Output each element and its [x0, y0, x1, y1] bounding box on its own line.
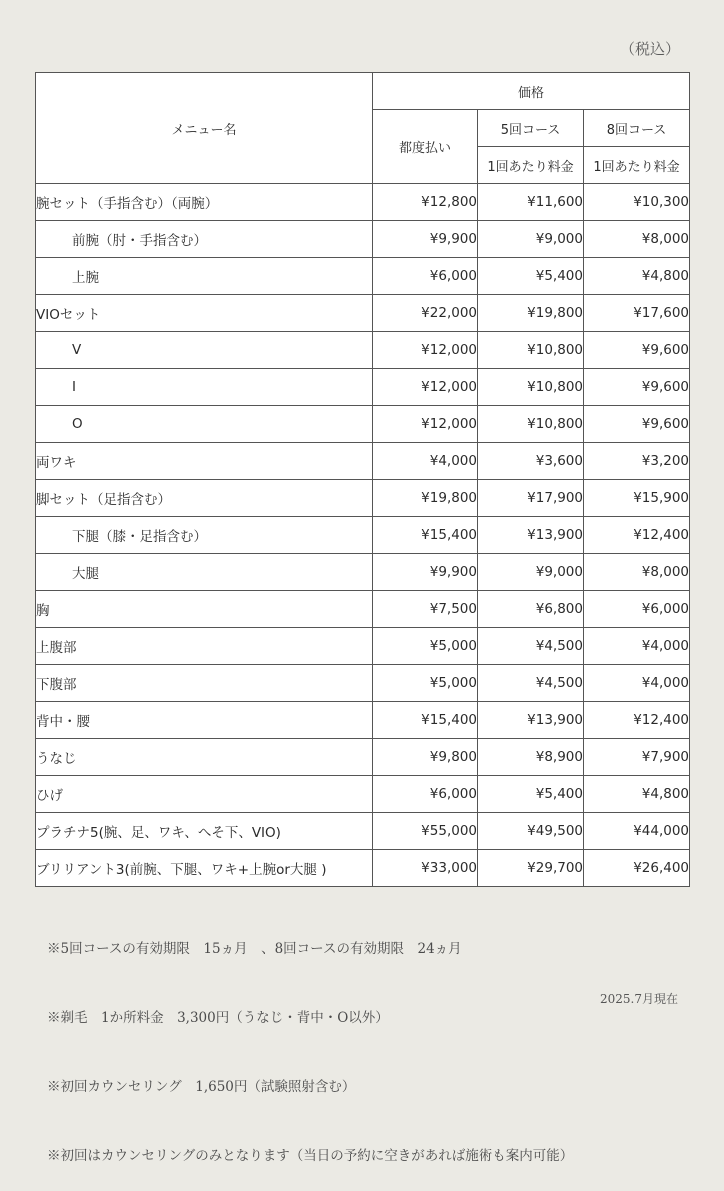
price-course8: ¥9,600 — [584, 332, 690, 369]
menu-item-name: 脚セット（足指含む） — [36, 480, 373, 517]
table-row — [36, 739, 690, 776]
price-each: ¥15,400 — [373, 517, 478, 554]
menu-item-name: 下腹部 — [36, 665, 373, 702]
table-row — [36, 369, 690, 406]
price-course5: ¥10,800 — [478, 369, 584, 406]
price-each: ¥5,000 — [373, 628, 478, 665]
note-line: ※初回カウンセリング 1,650円（試験照射含む） — [47, 1079, 356, 1095]
price-course5: ¥19,800 — [478, 295, 584, 332]
price-each: ¥5,000 — [373, 665, 478, 702]
price-each: ¥15,400 — [373, 702, 478, 739]
menu-item-name: VIOセット — [36, 295, 373, 332]
price-each: ¥33,000 — [373, 850, 478, 887]
table-row — [36, 221, 690, 258]
table-row — [36, 813, 690, 850]
menu-name-header: メニュー名 — [36, 73, 373, 184]
price-each: ¥12,000 — [373, 369, 478, 406]
note-line: ※剃毛 1か所料金 3,300円（うなじ・背中・O以外） — [47, 1010, 389, 1026]
price-course8: ¥26,400 — [584, 850, 690, 887]
table-row — [36, 776, 690, 813]
tax-included-note: （税込） — [619, 40, 680, 58]
table-row — [36, 591, 690, 628]
menu-item-name: 両ワキ — [36, 443, 373, 480]
pay-each-header: 都度払い — [373, 110, 478, 184]
price-course8: ¥4,800 — [584, 258, 690, 295]
menu-item-name: 下腿（膝・足指含む） — [36, 517, 373, 554]
price-course8: ¥8,000 — [584, 221, 690, 258]
price-course5: ¥13,900 — [478, 517, 584, 554]
price-course5: ¥4,500 — [478, 665, 584, 702]
menu-item-name: V — [36, 332, 373, 369]
price-course5: ¥3,600 — [478, 443, 584, 480]
table-row — [36, 443, 690, 480]
menu-item-name: I — [36, 369, 373, 406]
menu-item-name: ブリリアント3(前腕、下腿、ワキ+上腕or大腿 ) — [36, 850, 373, 887]
table-row — [36, 517, 690, 554]
price-each: ¥12,000 — [373, 406, 478, 443]
price-each: ¥19,800 — [373, 480, 478, 517]
price-course5: ¥6,800 — [478, 591, 584, 628]
price-each: ¥9,900 — [373, 554, 478, 591]
menu-item-name: 上腕 — [36, 258, 373, 295]
price-course5: ¥10,800 — [478, 406, 584, 443]
price-course5: ¥9,000 — [478, 554, 584, 591]
table-row — [36, 332, 690, 369]
price-course8: ¥7,900 — [584, 739, 690, 776]
course5-header: 5回コース — [478, 110, 584, 147]
price-each: ¥6,000 — [373, 776, 478, 813]
note-line: ※初回はカウンセリングのみとなります（当日の予約に空きがあれば施術も案内可能） — [47, 1148, 574, 1164]
price-each: ¥9,900 — [373, 221, 478, 258]
price-course8: ¥4,800 — [584, 776, 690, 813]
price-course8: ¥12,400 — [584, 517, 690, 554]
price-course5: ¥11,600 — [478, 184, 584, 221]
price-course5: ¥17,900 — [478, 480, 584, 517]
price-course8: ¥6,000 — [584, 591, 690, 628]
price-course5: ¥9,000 — [478, 221, 584, 258]
price-each: ¥12,000 — [373, 332, 478, 369]
menu-item-name: プラチナ5(腕、足、ワキ、へそ下、VIO) — [36, 813, 373, 850]
price-course5: ¥13,900 — [478, 702, 584, 739]
price-header: 価格 — [373, 73, 690, 110]
notes — [47, 892, 573, 1191]
price-course8: ¥44,000 — [584, 813, 690, 850]
price-each: ¥12,800 — [373, 184, 478, 221]
price-course8: ¥4,000 — [584, 628, 690, 665]
menu-item-name: うなじ — [36, 739, 373, 776]
table-row — [36, 480, 690, 517]
table-row — [36, 554, 690, 591]
price-course8: ¥4,000 — [584, 665, 690, 702]
table-row — [36, 295, 690, 332]
menu-item-name: 上腹部 — [36, 628, 373, 665]
table-row — [36, 665, 690, 702]
note-line: ※5回コースの有効期限 15ヵ月 、8回コースの有効期限 24ヵ月 — [47, 941, 462, 957]
price-course8: ¥8,000 — [584, 554, 690, 591]
course8-header: 8回コース — [584, 110, 690, 147]
price-course5: ¥5,400 — [478, 258, 584, 295]
table-row — [36, 258, 690, 295]
price-course5: ¥29,700 — [478, 850, 584, 887]
as-of-date: 2025.7月現在 — [600, 992, 678, 1006]
table-row — [36, 406, 690, 443]
price-course8: ¥15,900 — [584, 480, 690, 517]
price-course8: ¥12,400 — [584, 702, 690, 739]
table-row — [36, 184, 690, 221]
menu-item-name: 胸 — [36, 591, 373, 628]
menu-item-name: 大腿 — [36, 554, 373, 591]
price-course5: ¥8,900 — [478, 739, 584, 776]
menu-item-name: 背中・腰 — [36, 702, 373, 739]
price-course5: ¥5,400 — [478, 776, 584, 813]
table-row — [36, 850, 690, 887]
price-each: ¥55,000 — [373, 813, 478, 850]
price-table — [35, 72, 690, 887]
course8-per-session-header: 1回あたり料金 — [584, 147, 690, 184]
menu-item-name: ひげ — [36, 776, 373, 813]
price-course8: ¥3,200 — [584, 443, 690, 480]
menu-item-name: 前腕（肘・手指含む） — [36, 221, 373, 258]
price-each: ¥7,500 — [373, 591, 478, 628]
price-course8: ¥9,600 — [584, 369, 690, 406]
menu-item-name: O — [36, 406, 373, 443]
price-course5: ¥4,500 — [478, 628, 584, 665]
menu-item-name: 腕セット（手指含む）（両腕） — [36, 184, 373, 221]
price-course5: ¥49,500 — [478, 813, 584, 850]
price-each: ¥4,000 — [373, 443, 478, 480]
table-row — [36, 628, 690, 665]
course5-per-session-header: 1回あたり料金 — [478, 147, 584, 184]
price-each: ¥22,000 — [373, 295, 478, 332]
price-course8: ¥10,300 — [584, 184, 690, 221]
price-each: ¥6,000 — [373, 258, 478, 295]
price-course8: ¥9,600 — [584, 406, 690, 443]
table-row — [36, 702, 690, 739]
price-course5: ¥10,800 — [478, 332, 584, 369]
price-each: ¥9,800 — [373, 739, 478, 776]
price-course8: ¥17,600 — [584, 295, 690, 332]
